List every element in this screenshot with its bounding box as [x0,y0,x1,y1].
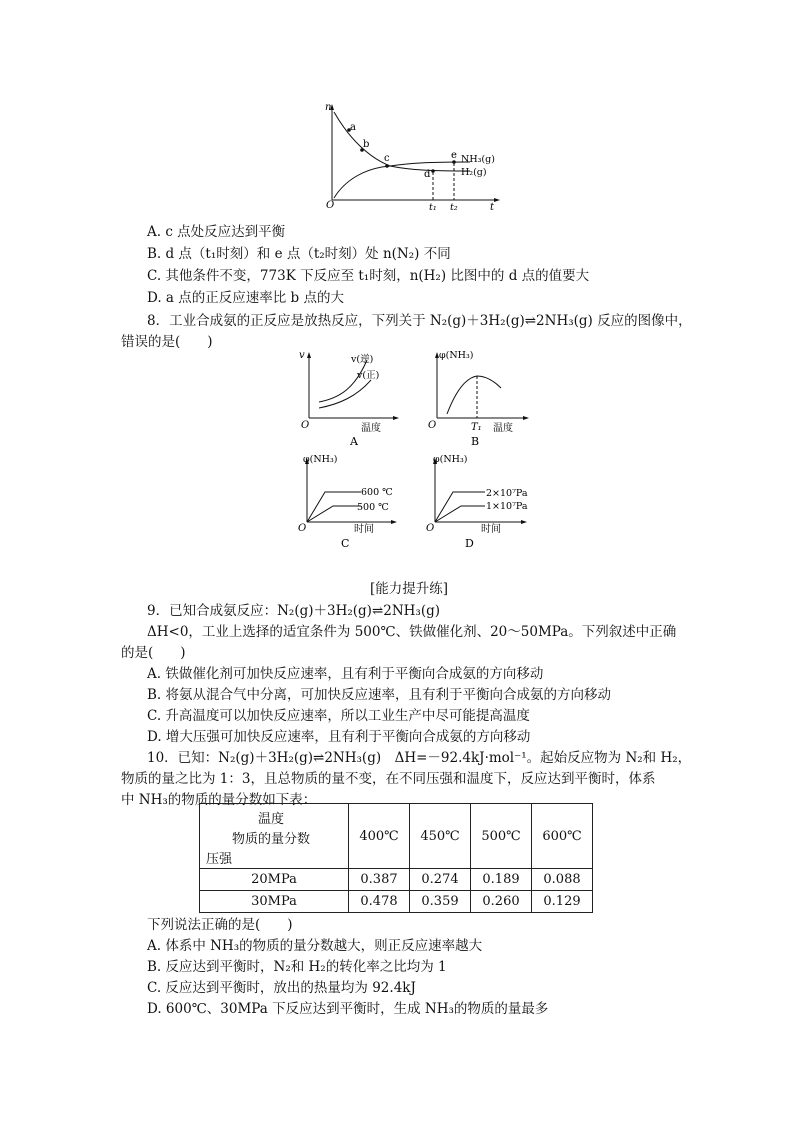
graph-c-line-500: 500 ℃ [357,502,389,513]
table-header-temp: 温度 [258,812,285,827]
table-row [200,891,593,913]
table-header-fraction: 物质的量分数 [232,832,311,847]
fig1-point-d: d [424,169,431,180]
table-cell: 0.478 [349,891,410,913]
graph-d-line-1e7: 1×10⁷Pa [486,501,528,512]
graph-a-origin: O [301,420,310,431]
table-cell: 0.129 [532,891,593,913]
fig1-h2-label: H₂(g) [461,167,487,178]
graph-d-origin: O [426,523,435,534]
table-row-pressure: 20MPa [200,869,349,891]
q10-ask: 下列说法正确的是( ) [147,917,293,933]
graph-d [423,450,543,550]
graph-a-caption: A [350,435,358,448]
graph-b-caption: B [471,435,480,448]
graph-d-line-2e7: 2×10⁷Pa [486,488,528,499]
fig1-point-a: a [350,122,356,133]
q9-option-d: D. 增大压强可加快反应速率，且有利于平衡向合成氨的方向移动 [147,729,531,745]
q7-option-b: B. d 点（t₁时刻）和 e 点（t₂时刻）处 n(N₂) 不同 [147,246,451,262]
q10-option-d: D. 600℃、30MPa 下反应达到平衡时，生成 NH₃的物质的量最多 [147,1001,549,1017]
q9-stem: 9．已知合成氨反应：N₂(g)＋3H₂(g)⇌2NH₃(g) [147,603,441,619]
graph-b [425,348,535,448]
fig1-n-t-graph [320,100,510,215]
q10-stem-3: 中 NH₃的物质的量分数如下表： [121,792,317,808]
q8-stem: 8．工业合成氨的正反应是放热反应，下列关于 N₂(g)＋3H₂(g)⇌2NH₃(g) 反应的图像中， [147,313,692,329]
graph-a-ylabel: v [299,350,305,361]
table-cell: 0.260 [471,891,532,913]
fig1-t2: t₂ [450,202,458,213]
q9-stem-2: ΔH<0，工业上选择的适宜条件为 500℃、铁做催化剂、20～50MPa。下列叙述中正确 [147,624,677,640]
fig1-nh3-label: NH₃(g) [461,154,495,165]
table-cell: 0.088 [532,869,593,891]
table-header-pressure: 压强 [206,852,233,867]
table-cell: 0.189 [471,869,532,891]
graph-c-caption: C [341,537,350,550]
graph-b-tick: T₁ [471,422,482,433]
fig1-point-b: b [363,139,370,150]
q9-option-b: B. 将氨从混合气中分离，可加快反应速率，且有利于平衡向合成氨的方向移动 [147,687,612,703]
graph-c-origin: O [298,523,307,534]
graph-c [293,450,408,550]
fig1-origin: O [326,200,335,211]
table-row-pressure: 30MPa [200,891,349,913]
graph-a [295,348,405,448]
q9-stem-3: 的是( ) [121,645,186,661]
q10-option-c: C. 反应达到平衡时，放出的热量均为 92.4kJ [147,980,416,996]
table-cell: 0.274 [410,869,471,891]
q8-stem-2: 错误的是( ) [121,334,213,350]
table-col-temp: 450℃ [410,804,471,869]
graph-d-ylabel: φ(NH₃) [433,454,468,465]
fig1-point-e: e [451,150,457,161]
table-col-temp: 400℃ [349,804,410,869]
graph-d-caption: D [465,537,474,550]
q10-option-b: B. 反应达到平衡时，N₂和 H₂的转化率之比均为 1 [147,959,447,975]
table-header-cell [200,804,349,869]
fig1-n-label: n [325,102,332,113]
table-col-temp: 600℃ [532,804,593,869]
q9-option-c: C. 升高温度可以加快反应速率，所以工业生产中尽可能提高温度 [147,708,530,724]
graph-b-origin: O [428,420,437,431]
graph-a-curve-reverse: v(逆) [351,354,374,365]
graph-a-curve-forward: v(正) [357,370,380,381]
graph-b-xlabel: 温度 [493,423,513,434]
table-col-temp: 500℃ [471,804,532,869]
table-cell: 0.387 [349,869,410,891]
q10-stem-2: 物质的量之比为 1：3，且总物质的量不变，在不同压强和温度下，反应达到平衡时，体系 [121,771,656,787]
q10-option-a: A. 体系中 NH₃的物质的量分数越大，则正反应速率越大 [147,938,483,954]
section-heading: [能力提升练] [370,581,449,597]
q9-option-a: A. 铁做催化剂可加快反应速率，且有利于平衡向合成氨的方向移动 [147,666,544,682]
table-row [200,869,593,891]
q10-stem: 10．已知：N₂(g)＋3H₂(g)⇌2NH₃(g) ΔH=－92.4kJ·mol⁻¹。起始反应物为 N₂和 H₂， [147,750,692,766]
fig1-t: t [490,202,495,213]
fig1-point-c: c [384,153,390,164]
q7-option-d: D. a 点的正反应速率比 b 点的大 [147,290,344,306]
q7-option-a: A. c 点处反应达到平衡 [147,224,286,240]
graph-a-xlabel: 温度 [361,423,381,434]
graph-c-xlabel: 时间 [354,524,374,535]
graph-b-ylabel: φ(NH₃) [439,350,474,361]
graph-c-line-600: 600 ℃ [361,487,393,498]
graph-c-ylabel: φ(NH₃) [303,454,338,465]
q7-option-c: C. 其他条件不变，773K 下反应至 t₁时刻，n(H₂) 比图中的 d 点的值要大 [147,268,590,284]
table-cell: 0.359 [410,891,471,913]
nh3-fraction-table [199,803,593,913]
graph-d-xlabel: 时间 [481,524,501,535]
fig1-t1: t₁ [429,202,437,213]
